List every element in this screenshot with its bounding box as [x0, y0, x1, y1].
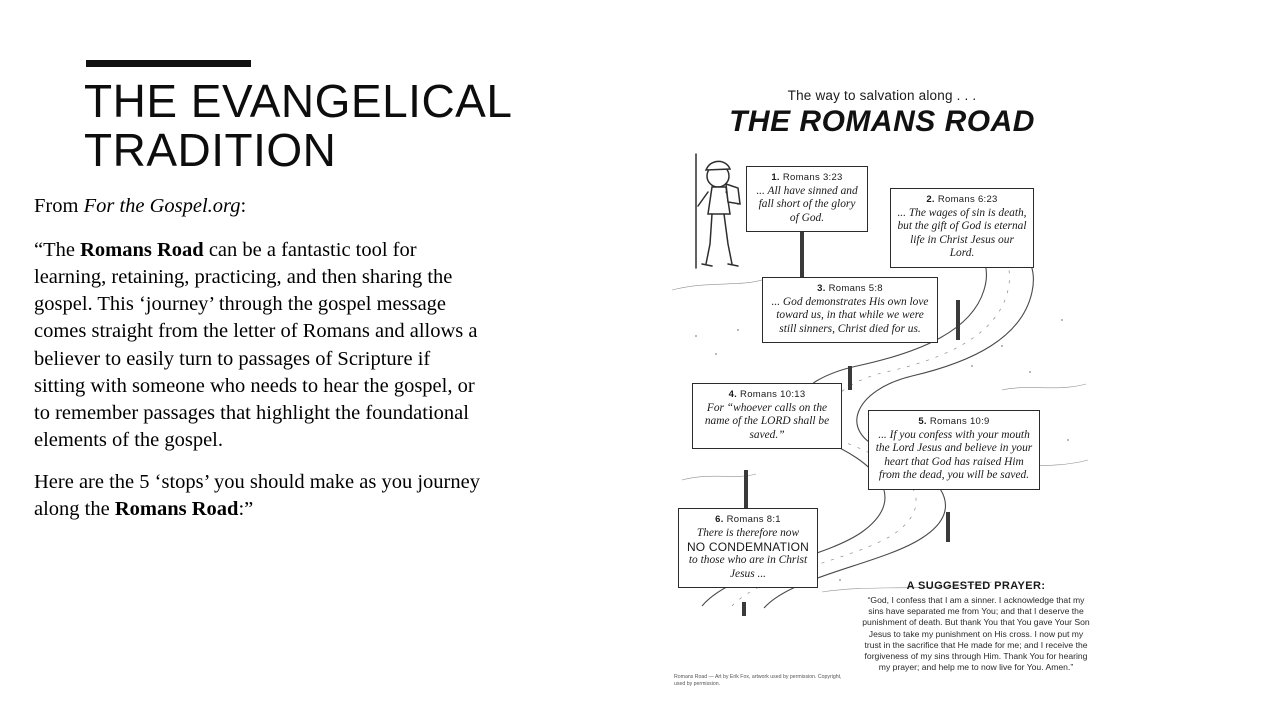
- sign-4-reference: [699, 389, 835, 400]
- sign-3-number: 3.: [817, 283, 826, 294]
- sign-2-text: ... The wages of sin is death, but the gift of God is eternal life in Christ Jesus our Lord.: [897, 207, 1027, 260]
- illustration-credit: Romans Road — Art by Erik Fox, artwork used by permission. Copyright, used by permission.: [674, 674, 842, 688]
- sign-6: [678, 508, 818, 588]
- sign-5-text: ... If you confess with your mouth the Lord Jesus and believe in your heart that God has raised Him from the dead, you will be saved.: [875, 429, 1033, 482]
- paragraph1-open: “The: [34, 238, 81, 261]
- body-paragraph-2: [34, 469, 482, 524]
- sign-post-2: [956, 300, 960, 340]
- sign-post-3: [848, 366, 852, 390]
- paragraph1-rest: can be a fantastic tool for learning, retaining, practicing, and then sharing the gospel. This ‘journey’ through the gospel message comes straight from the letter of Romans and allows a believer to easily turn to passages of Scripture if sitting with someone who needs to hear the gospel, or to remember passages that highlight the foundational elements of the gospel.: [34, 238, 478, 452]
- title-accent-rule: [86, 60, 251, 67]
- sign-3-text: ... God demonstrates His own love toward us, in that while we were still sinners, Christ died for us.: [771, 296, 929, 335]
- illustration-title: THE ROMANS ROAD: [729, 105, 1035, 138]
- sign-6-text-caps: NO CONDEMNATION: [686, 540, 810, 555]
- sign-2-number: 2.: [926, 194, 935, 205]
- prayer-title: A SUGGESTED PRAYER:: [906, 580, 1046, 592]
- sign-4-number: 4.: [728, 389, 738, 400]
- page-title: THE EVANGELICAL TRADITION: [84, 75, 511, 177]
- sign-3-reference: [769, 283, 931, 294]
- suggested-prayer: [860, 580, 1092, 673]
- body-paragraph-1: [34, 237, 482, 455]
- sign-post-5: [946, 512, 950, 542]
- sign-4-text: For “whoever calls on the name of the LORD shall be saved.”: [704, 402, 830, 441]
- source-prefix: From: [34, 195, 84, 218]
- sign-1-text: ... All have sinned and fall short of the glory of God.: [756, 185, 858, 224]
- illustration-heading: [672, 88, 1092, 139]
- sign-4: [692, 383, 842, 449]
- sign-6-text-post: to those who are in Christ Jesus ...: [688, 554, 808, 580]
- paragraph2-bold-term: Romans Road: [114, 497, 239, 520]
- sign-2-verse-ref: Romans 6:23: [937, 194, 998, 205]
- sign-post-4: [744, 470, 748, 510]
- sign-5-reference: [875, 416, 1033, 427]
- sign-1-verse-ref: Romans 3:23: [782, 172, 843, 183]
- sign-5: [868, 410, 1040, 490]
- sign-post-1: [800, 232, 804, 278]
- sign-5-verse-ref: Romans 10:9: [929, 416, 990, 427]
- source-name: For the Gospel.org: [83, 195, 241, 218]
- sign-6-verse-ref: Romans 8:1: [726, 514, 781, 525]
- sign-3-verse-ref: Romans 5:8: [828, 283, 883, 294]
- slide-left-column: [34, 60, 514, 537]
- source-attribution: [34, 193, 482, 220]
- paragraph2-lead: Here are the 5 ‘stops’ you should make as you journey along the: [34, 470, 480, 520]
- prayer-text: “God, I confess that I am a sinner. I acknowledge that my sins have separated me from You; and that I deserve the punishment of death. But thank You that You gave Your Son Jesus to take my punishment on His cross. I now put my trust in the sacrifice that He made for me; and I receive the forgiveness of my sins through Him. Thank You for hearing my prayer; and help me to now live for You. Amen.”: [862, 595, 1090, 673]
- sign-2-reference: [897, 194, 1027, 205]
- paragraph1-bold-term: Romans Road: [80, 238, 204, 261]
- sign-4-verse-ref: Romans 10:13: [740, 389, 806, 400]
- sign-6-reference: [685, 514, 811, 525]
- sign-1-number: 1.: [771, 172, 780, 183]
- sign-5-number: 5.: [918, 416, 927, 427]
- sign-6-text-pre: There is therefore now: [696, 527, 800, 539]
- road-scene: [672, 140, 1092, 688]
- hiker-figure-icon: [682, 148, 752, 278]
- romans-road-illustration: [672, 88, 1092, 688]
- sign-2: [890, 188, 1034, 268]
- sign-post-6: [742, 602, 746, 616]
- sign-1: [746, 166, 868, 232]
- paragraph2-tail: :”: [238, 497, 254, 520]
- sign-3: [762, 277, 938, 343]
- source-suffix: :: [240, 195, 247, 218]
- illustration-kicker: The way to salvation along . . .: [787, 88, 977, 103]
- sign-1-reference: [753, 172, 861, 183]
- sign-6-number: 6.: [715, 514, 724, 525]
